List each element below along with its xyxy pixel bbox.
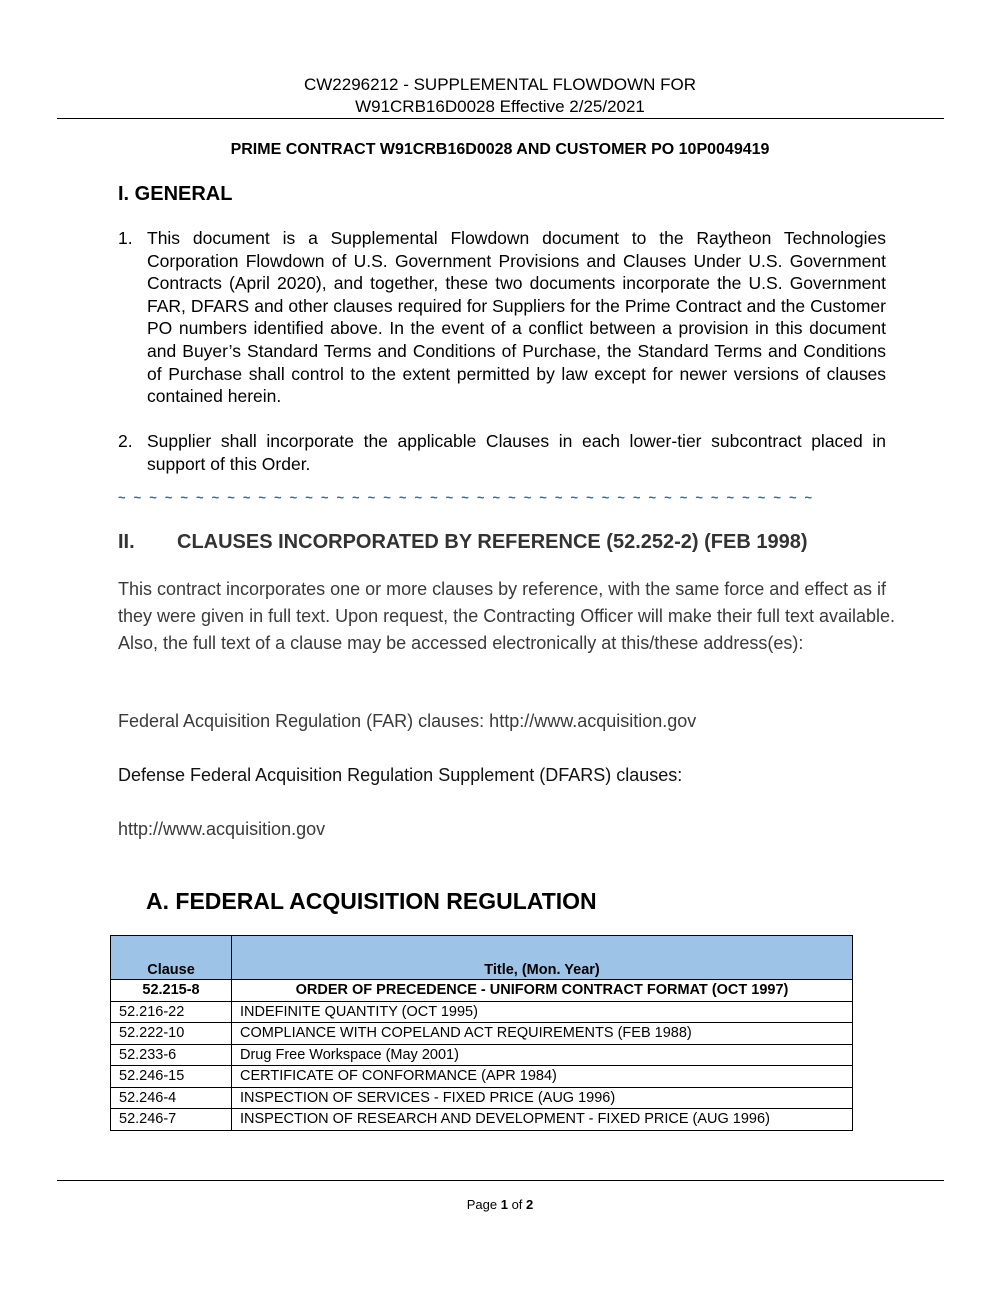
header-rule [57,118,944,119]
clauses-heading [118,531,808,554]
section-numeral: II. [118,531,135,553]
clause-cell: 52.246-4 [111,1087,232,1109]
clause-cell: 52.246-15 [111,1066,232,1088]
table-row [111,1044,853,1066]
header-line-1: CW2296212 - SUPPLEMENTAL FLOWDOWN FOR [303,75,697,94]
table-row [111,1109,853,1131]
far-clauses-table [110,935,853,1131]
item-text: This document is a Supplemental Flowdown document to the Raytheon Technologies Corporation Flowdown of U.S. Government Provisions and Clauses Under U.S. Government Contracts (April 2020), and together, these two documents incorporate the U.S. Government FAR, DFARS and other clauses required for Suppliers for the Prime Contract and the Customer PO numbers identified above. In the event of a conflict between a provision in this document and Buyer’s Standard Terms and Conditions of Purchase, the Standard Terms and Conditions of Purchase shall control to the extent permitted by law except for newer versions of clauses contained herein. [147,228,886,407]
item-number: 2. [118,431,133,451]
document-header [0,74,1000,118]
section-title: CLAUSES INCORPORATED BY REFERENCE (52.252-2) (FEB 1998) [177,531,808,553]
clauses-intro-paragraph: This contract incorporates one or more clauses by reference, with the same force and effect as if they were given in full text. Upon request, the Contracting Officer will make their full text available. Also, the full text of a clause may be accessed electronically at this/these address(es): [118,579,896,653]
clause-cell: 52.216-22 [111,1001,232,1023]
table-row [111,1087,853,1109]
footer-rule [57,1180,944,1181]
column-header-clause: Clause [111,936,232,980]
header-line-2: W91CRB16D0028 Effective 2/25/2021 [355,97,645,116]
table-row [111,1001,853,1023]
far-address-line: Federal Acquisition Regulation (FAR) clauses: http://www.acquisition.gov [118,711,697,731]
item-number: 1. [118,228,133,248]
title-cell: COMPLIANCE WITH COPELAND ACT REQUIREMENTS (FEB 1988) [232,1023,853,1045]
page-of: of [511,1197,523,1212]
clause-cell: 52.233-6 [111,1044,232,1066]
dfars-address-label: Defense Federal Acquisition Regulation Supplement (DFARS) clauses: [118,765,683,785]
item-text: Supplier shall incorporate the applicable Clauses in each lower-tier subcontract placed in support of this Order. [147,431,886,474]
title-cell: CERTIFICATE OF CONFORMANCE (APR 1984) [232,1066,853,1088]
title-cell: Drug Free Workspace (May 2001) [232,1044,853,1066]
title-cell: ORDER OF PRECEDENCE - UNIFORM CONTRACT FORMAT (OCT 1997) [232,980,853,1002]
page-current: 1 [500,1197,508,1212]
table-header-row [111,936,853,980]
title-cell: INSPECTION OF SERVICES - FIXED PRICE (AUG 1996) [232,1087,853,1109]
prime-contract-heading: PRIME CONTRACT W91CRB16D0028 AND CUSTOMER PO 10P0049419 [230,141,770,158]
title-cell: INSPECTION OF RESEARCH AND DEVELOPMENT - FIXED PRICE (AUG 1996) [232,1109,853,1131]
clause-cell: 52.246-7 [111,1109,232,1131]
general-item [118,227,886,408]
tilde-separator: ~ ~ ~ ~ ~ ~ ~ ~ ~ ~ ~ ~ ~ ~ ~ ~ ~ ~ ~ ~ ~ ~ ~ ~ ~ ~ ~ ~ ~ ~ ~ ~ ~ ~ ~ ~ ~ ~ ~ ~ ~ ~ ~ ~ ~ [118,490,815,505]
dfars-address-url: http://www.acquisition.gov [118,819,326,839]
clause-cell: 52.222-10 [111,1023,232,1045]
general-heading: I. GENERAL [118,183,233,205]
table-row [111,1066,853,1088]
title-cell: INDEFINITE QUANTITY (OCT 1995) [232,1001,853,1023]
column-header-title: Title, (Mon. Year) [232,936,853,980]
page-footer [0,1197,1000,1212]
page-total: 2 [526,1197,534,1212]
clause-cell: 52.215-8 [111,980,232,1002]
far-heading: A. FEDERAL ACQUISITION REGULATION [146,888,597,914]
table-row [111,1023,853,1045]
general-item [118,430,886,475]
table-row [111,980,853,1002]
page-label: Page [466,1197,498,1212]
